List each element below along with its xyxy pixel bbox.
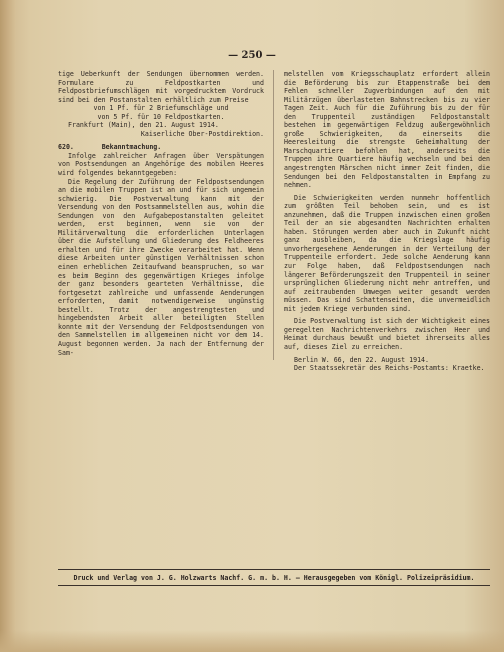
left-paragraph-3: Die Regelung der Zuführung der Feldpostsendungen an die mobilen Truppen ist an und für sich ungemein schwierig. Die Postverwaltung kann mit der Versendung von den Postsammelstellen aus, wohin die Sendungen von den Aufgabepostanstalten geleitet werden, erst beginnen, wenn sie von der Militärverwaltung die erforderlichen Unterlagen über die Aufstellung und Gliederung des Feldheeres erhalten und für ihre Zwecke verarbeitet hat. Wenn diese Arbeiten unter günstigen Verhältnissen schon einen erheblichen Zeitaufwand beanspruchen, so war es beim Beginn des gegenwärtigen Krieges infolge der ganz besonders gearteten Verhältnisse, die fortgesetzt zahlreiche und umfassende Aenderungen erforderten, damit notwendigerweise ungünstig bestellt. Trotz der angestrengtesten und hingebendsten Arbeit aller beteiligten Stellen konnte mit der Versendung der Feldpostsendungen von den Sammelstellen im allgemeinen nicht vor dem 14. August begonnen werden. Ja nach der Entfernung der Sam- xyxy=(58,177,264,357)
page-bottom-edge xyxy=(0,630,504,652)
notice-heading xyxy=(58,143,264,152)
price-line-2: von 5 Pf. für 10 Feldpostkarten. xyxy=(97,112,225,121)
footer-imprint: Druck und Verlag von J. G. Holzwarts Nachf. G. m. b. H. — Herausgegeben vom Königl. Polizeipräsidium. xyxy=(73,574,475,582)
footer-rule-bottom xyxy=(58,585,490,586)
left-paragraph-1: tige Ueberkunft der Sendungen übernommen werden. Formulare zu Feldpostkarten und Feldpostbriefumschlägen mit vorgedrucktem Vordruck sind bei den Postanstalten erhältlich zum Preise xyxy=(58,70,264,104)
left-paragraph-2: Infolge zahlreicher Anfragen über Verspätungen von Postsendungen an Angehörige des mobilen Heeres wird folgendes bekanntgegeben: xyxy=(58,151,264,178)
right-paragraph-2: Die Schwierigkeiten werden nunmehr hoffentlich zum größten Teil behoben sein, und es ist anzunehmen, daß die Truppen inzwischen einen großen Teil der an sie abgesandten Nachrichten erhalten haben. Störungen werden aber auch in Zukunft nicht ganz ausbleiben, da die Kriegslage häufig unvorhergesehene Aenderungen in der Verteilung der Truppenteile erfordert. Jede solche Aenderung kann zur Folge haben, daß Feldpostsendungen nach längerer Beförderungszeit den Truppenteil in seiner ursprünglichen Gliederung nicht mehr antreffen, und auf zeitraubenden Umwegen weiter gesandt werden müssen. Das sind Schattenseiten, die unvermeidlich mit jedem Kriege verbunden sind. xyxy=(284,193,490,313)
left-column xyxy=(58,70,264,357)
page-number: — 250 — xyxy=(228,50,276,61)
notice-number: 620. xyxy=(58,143,74,152)
notice-title: Bekanntmachung. xyxy=(101,143,162,152)
right-column xyxy=(284,70,490,373)
price-line-1: von 1 Pf. für 2 Briefumschläge und xyxy=(93,104,229,113)
right-paragraph-3: Die Postverwaltung ist sich der Wichtigkeit eines geregelten Nachrichtenverkehrs zwischen Heer und Heimat durchaus bewußt und bietet ihrerseits alles auf, dieses Ziel zu erreichen. xyxy=(284,317,490,351)
footer-rule-top xyxy=(58,569,490,570)
right-dateline: Berlin W. 66, den 22. August 1914. xyxy=(294,355,429,364)
left-signature: Kaiserliche Ober-Postdirektion. xyxy=(140,129,264,138)
right-paragraph-1: melstellen vom Kriegsschauplatz erfordert allein die Beförderung bis zur Etappenstraße bei dem Fehlen schneller Zugverbindungen auf den mit Militärzügen überlasteten Bahnstrecken bis zu vier Tagen Zeit. Auch für die Zuführung bis zu der für den Truppenteil zuständigen Feldpostanstalt bestehen im gegenwärtigen Feldzug außergewöhnlich große Schwierigkeiten, da einerseits die Heeresleitung die strengste Geheimhaltung der Marschquartiere befohlen hat, anderseits die Truppen ihre Quartiere häufig wechseln und bei den angestrengten Märschen nicht immer Zeit finden, die Sendungen bei den Feldpostanstalten in Empfang zu nehmen. xyxy=(284,70,490,190)
left-dateline: Frankfurt (Main), den 21. August 1914. xyxy=(68,121,219,130)
right-signature: Der Staatssekretär des Reichs-Postamts: Kraetke. xyxy=(294,364,485,373)
page-left-edge xyxy=(0,0,16,652)
column-divider xyxy=(273,70,274,360)
